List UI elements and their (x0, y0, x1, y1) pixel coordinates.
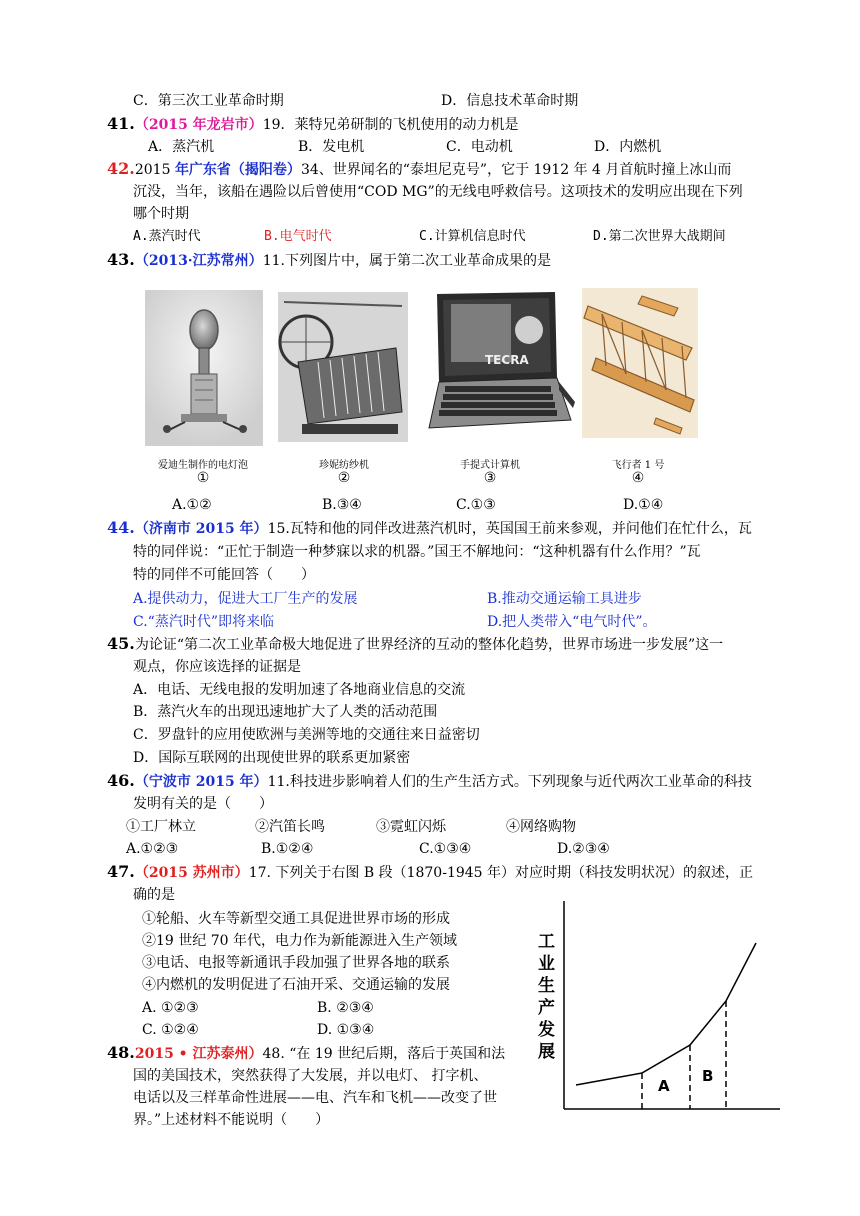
image-mark-1: ① (196, 470, 210, 486)
q47-item-4: ④内燃机的发明促进了石油开采、交通运输的发展 (142, 977, 450, 993)
q46-option-d: D.②③④ (557, 841, 610, 857)
q47-item-3: ③电话、电报等新通讯手段加强了世界各地的联系 (142, 955, 450, 971)
year: 2015 (134, 162, 175, 178)
wright-flyer-image (582, 288, 698, 438)
source-tag: （2013·江苏常州） (134, 253, 263, 269)
q42-line2: 沉没，当年，该船在遇险以后曾使用“COD MG”的无线电呼救信号。这项技术的发明应出现在下列 (133, 184, 743, 200)
q46-option-a: A.①②③ (126, 841, 179, 857)
question-number: 41. (107, 114, 135, 133)
question-number: 42. (107, 159, 135, 178)
question-text: 17. 下列关于右图 B 段（1870-1945 年）对应时期（科技发明状况）的叙述，正 (248, 865, 754, 881)
screen-brand-text: TECRA (485, 353, 529, 367)
question-number: 43. (107, 250, 135, 269)
image-mark-4: ④ (631, 470, 645, 486)
q46-item-4: ④网络购物 (506, 819, 576, 835)
q48-line4: 界。”上述材料不能说明（ ） (133, 1112, 330, 1128)
q47-option-a: A. ①②③ (142, 1000, 199, 1016)
image-caption-2: 珍妮纺纱机 (319, 460, 369, 471)
ylabel-char-1: 工 (538, 932, 555, 952)
question-number: 45. (107, 634, 135, 653)
growth-curve (576, 943, 756, 1085)
q47-line2: 确的是 (133, 887, 175, 903)
question-text: 11.下列图片中，属于第二次工业革命成果的是 (262, 253, 551, 269)
q40-option-d: D．信息技术革命时期 (441, 93, 579, 109)
q42-line1 (107, 159, 731, 180)
question-text: 19．莱特兄弟研制的飞机使用的动力机是 (262, 117, 519, 133)
question-number: 47. (107, 862, 135, 881)
q41-option-a: A．蒸汽机 (148, 139, 215, 155)
q41-option-d: D．内燃机 (594, 139, 662, 155)
q45-line2: 观点，你应该选择的证据是 (133, 659, 301, 675)
q48-line1 (107, 1043, 505, 1064)
q46-item-2: ②汽笛长鸣 (255, 819, 325, 835)
q48-line3: 电话以及三样革命性进展——电、汽车和飞机——改变了世 (133, 1090, 497, 1106)
image-mark-3: ③ (483, 470, 497, 486)
ylabel-char-6: 展 (538, 1042, 555, 1062)
q46-item-1: ①工厂林立 (126, 819, 196, 835)
q41-option-c: C．电动机 (446, 139, 513, 155)
question-text: 15.瓦特和他的同伴改进蒸汽机时，英国国王前来参观，并问他们在忙什么，瓦 (267, 521, 752, 537)
ylabel-char-4: 产 (538, 998, 555, 1018)
q44-option-a: A.提供动力，促进大工厂生产的发展 (133, 591, 358, 607)
q43-option-b: B.③④ (322, 497, 362, 513)
question-text: 48. “在 19 世纪后期，落后于英国和法 (262, 1046, 506, 1062)
q41-option-b: B．发电机 (298, 139, 365, 155)
q45-option-d: D．国际互联网的出现使世界的联系更加紧密 (133, 750, 411, 766)
q47-item-1: ①轮船、火车等新型交通工具促进世界市场的形成 (142, 911, 450, 927)
q46-line2: 发明有关的是（ ） (133, 796, 273, 812)
q42-option-c: C.计算机信息时代 (419, 229, 526, 244)
q46-option-b: B.①②④ (261, 841, 314, 857)
ylabel-char-5: 发 (538, 1020, 555, 1040)
ylabel-char-3: 生 (538, 976, 555, 996)
q44-line1 (107, 518, 752, 539)
question-number: 48. (107, 1043, 135, 1062)
image-caption-3: 手提式计算机 (460, 460, 520, 471)
q44-option-b: B.推动交通运输工具进步 (487, 591, 642, 607)
question-text: 34、世界闻名的“泰坦尼克号”，它于 1912 年 4 月首航时撞上冰山而 (300, 162, 732, 178)
source-tag: （2015 年龙岩市） (134, 117, 263, 133)
q47-item-2: ②19 世纪 70 年代，电力作为新能源进入生产领域 (142, 933, 457, 949)
q47-option-d: D. ①③④ (317, 1022, 375, 1038)
q45-option-c: C．罗盘针的应用使欧洲与美洲等地的交通往来日益密切 (133, 727, 480, 743)
q42-option-b: B.电气时代 (264, 229, 332, 244)
q45-option-a: A．电话、无线电报的发明加速了各地商业信息的交流 (133, 682, 466, 698)
spinning-jenny-image (278, 292, 408, 442)
edison-light-bulb-image (145, 290, 263, 446)
q45-option-b: B．蒸汽火车的出现迅速地扩大了人类的活动范围 (133, 704, 438, 720)
source-tag: 年广东省（揭阳卷） (174, 162, 301, 178)
source-tag: （2015 苏州市） (134, 865, 249, 881)
q43-line (107, 250, 551, 271)
source-tag: 2015 • 江苏泰州） (134, 1046, 263, 1062)
question-text: 为论证“第二次工业革命极大地促进了世界经济的互动的整体化趋势，世界市场进一步发展”这一 (134, 637, 724, 653)
q46-item-3: ③霓虹闪烁 (376, 819, 446, 835)
segment-a-label: A (658, 1077, 670, 1095)
q44-line2: 特的同伴说：“正忙于制造一种梦寐以求的机器。”国王不解地问：“这种机器有什么作用？”瓦 (133, 544, 701, 560)
graph-svg (530, 895, 790, 1120)
segment-b-label: B (702, 1067, 714, 1085)
q44-option-c: C.“蒸汽时代”即将来临 (133, 614, 274, 630)
q44-line3: 特的同伴不可能回答（ ） (133, 567, 315, 583)
q40-option-c: C．第三次工业革命时期 (133, 93, 284, 109)
q47-option-c: C. ①②④ (142, 1022, 199, 1038)
q43-option-d: D.①④ (623, 497, 664, 513)
q47-option-b: B. ②③④ (317, 1000, 374, 1016)
q42-option-a: A.蒸汽时代 (133, 229, 201, 244)
q48-line2: 国的美国技术，突然获得了大发展，并以电灯、 打字机、 (133, 1068, 488, 1084)
image-caption-4: 飞行者 1 号 (611, 460, 665, 471)
ylabel-char-2: 业 (538, 954, 555, 974)
q41-line (107, 114, 519, 135)
question-number: 46. (107, 771, 135, 790)
laptop-computer-image (425, 290, 577, 442)
q47-line1 (107, 862, 753, 883)
q42-option-d: D.第二次世界大战期间 (593, 229, 726, 244)
industrial-growth-graph (530, 895, 790, 1120)
q45-line1 (107, 634, 723, 655)
image-mark-2: ② (337, 470, 351, 486)
q46-line1 (107, 771, 752, 792)
q44-option-d: D.把人类带入“电气时代”。 (487, 614, 657, 630)
image-caption-1: 爱迪生制作的电灯泡 (158, 460, 248, 471)
q46-option-c: C.①③④ (419, 841, 472, 857)
question-text: 11.科技进步影响着人们的生产生活方式。下列现象与近代两次工业革命的科技 (267, 774, 752, 790)
q43-option-a: A.①② (172, 497, 212, 513)
source-tag: （宁波市 2015 年） (134, 774, 268, 790)
q42-line3: 哪个时期 (133, 206, 189, 222)
question-number: 44. (107, 518, 135, 537)
q43-option-c: C.①③ (456, 497, 496, 513)
source-tag: （济南市 2015 年） (134, 521, 268, 537)
